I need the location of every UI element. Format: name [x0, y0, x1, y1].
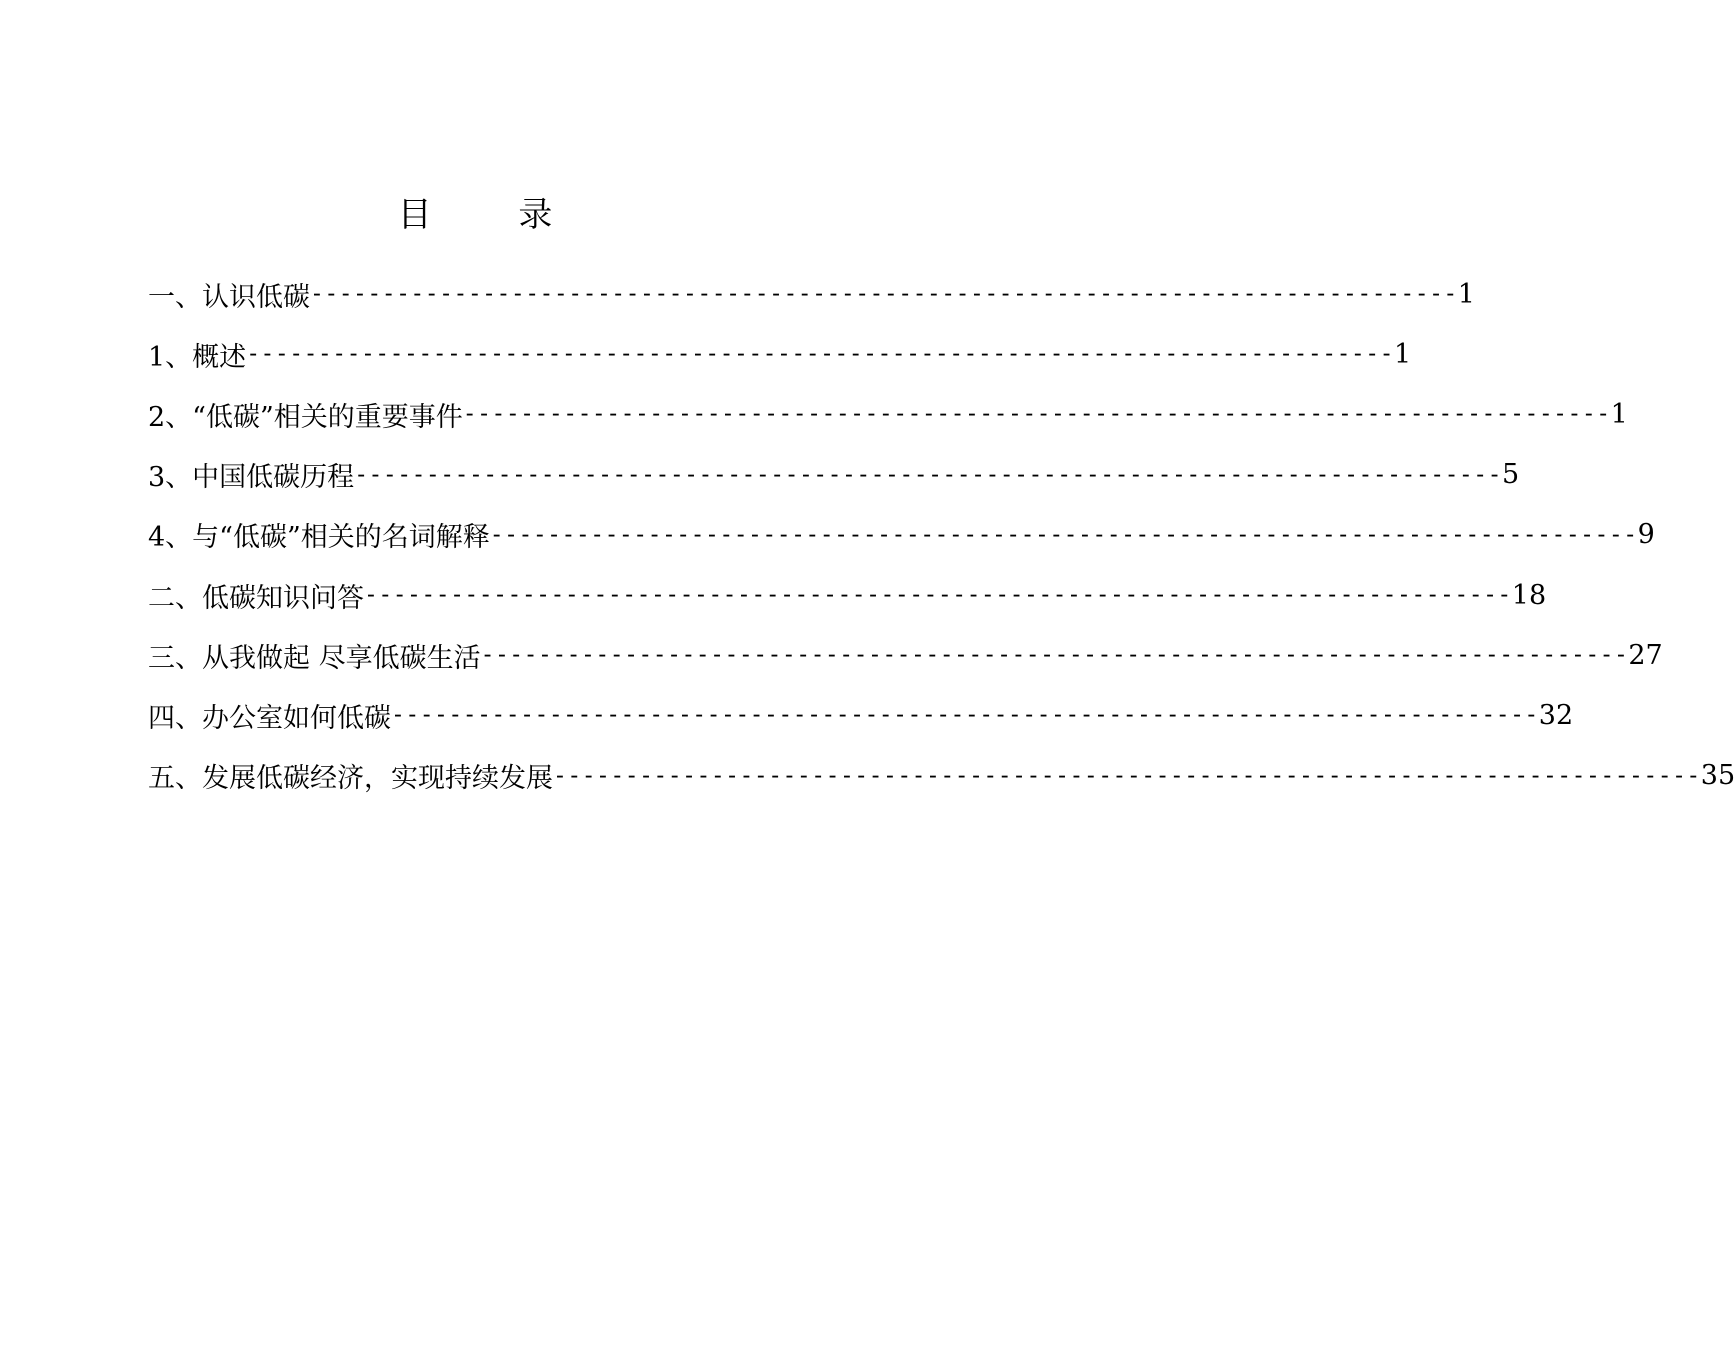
toc-entry-label: 1、概述 — [148, 341, 247, 373]
toc-entry — [148, 505, 1655, 565]
toc-leader: -------------------------------------------------------------------------------- — [354, 461, 1502, 488]
toc-entry — [148, 625, 1663, 685]
toc-leader: -------------------------------------------------------------------------------- — [364, 582, 1512, 609]
toc-entry — [148, 746, 1735, 806]
toc-entry — [148, 264, 1475, 324]
toc-leader: -------------------------------------------------------------------------------- — [310, 281, 1458, 308]
toc-leader: -------------------------------------------------------------------------------- — [553, 762, 1701, 789]
toc-entry-label: 一、认识低碳 — [148, 281, 310, 313]
toc-entry-label: 3、中国低碳历程 — [148, 462, 355, 494]
toc-entry-page: 35 — [1700, 760, 1735, 792]
toc-entry — [148, 685, 1574, 745]
toc-entry — [148, 445, 1520, 505]
toc-leader: -------------------------------------------------------------------------------- — [462, 401, 1611, 428]
toc-leader: -------------------------------------------------------------------------------- — [489, 521, 1638, 548]
toc-leader: -------------------------------------------------------------------------------- — [391, 702, 1539, 729]
toc-entry — [148, 384, 1628, 444]
toc-entry-page: 27 — [1628, 639, 1663, 671]
toc-entry-page: 9 — [1637, 519, 1655, 551]
toc-entry-page: 1 — [1610, 398, 1628, 430]
toc-entry-page: 18 — [1511, 579, 1547, 611]
toc-entry-label: 三、从我做起 尽享低碳生活 — [148, 642, 481, 674]
table-of-contents — [148, 264, 1735, 806]
toc-entry-page: 5 — [1501, 459, 1520, 491]
toc-entry-label: 2、“低碳”相关的重要事件 — [148, 401, 463, 433]
toc-entry — [148, 565, 1547, 625]
toc-entry-label: 4、与“低碳”相关的名词解释 — [148, 522, 490, 554]
toc-entry-page: 1 — [1393, 338, 1412, 370]
toc-entry-label: 二、低碳知识问答 — [148, 582, 364, 614]
toc-leader: -------------------------------------------------------------------------------- — [246, 341, 1394, 368]
toc-entry-label: 五、发展低碳经济，实现持续发展 — [148, 763, 553, 795]
toc-entry — [148, 324, 1412, 384]
toc-entry-page: 1 — [1457, 278, 1475, 310]
page-title: 目 录 — [397, 195, 591, 235]
toc-leader: -------------------------------------------------------------------------------- — [480, 642, 1629, 669]
toc-entry-label: 四、办公室如何低碳 — [148, 702, 391, 734]
toc-entry-page: 32 — [1538, 699, 1574, 731]
